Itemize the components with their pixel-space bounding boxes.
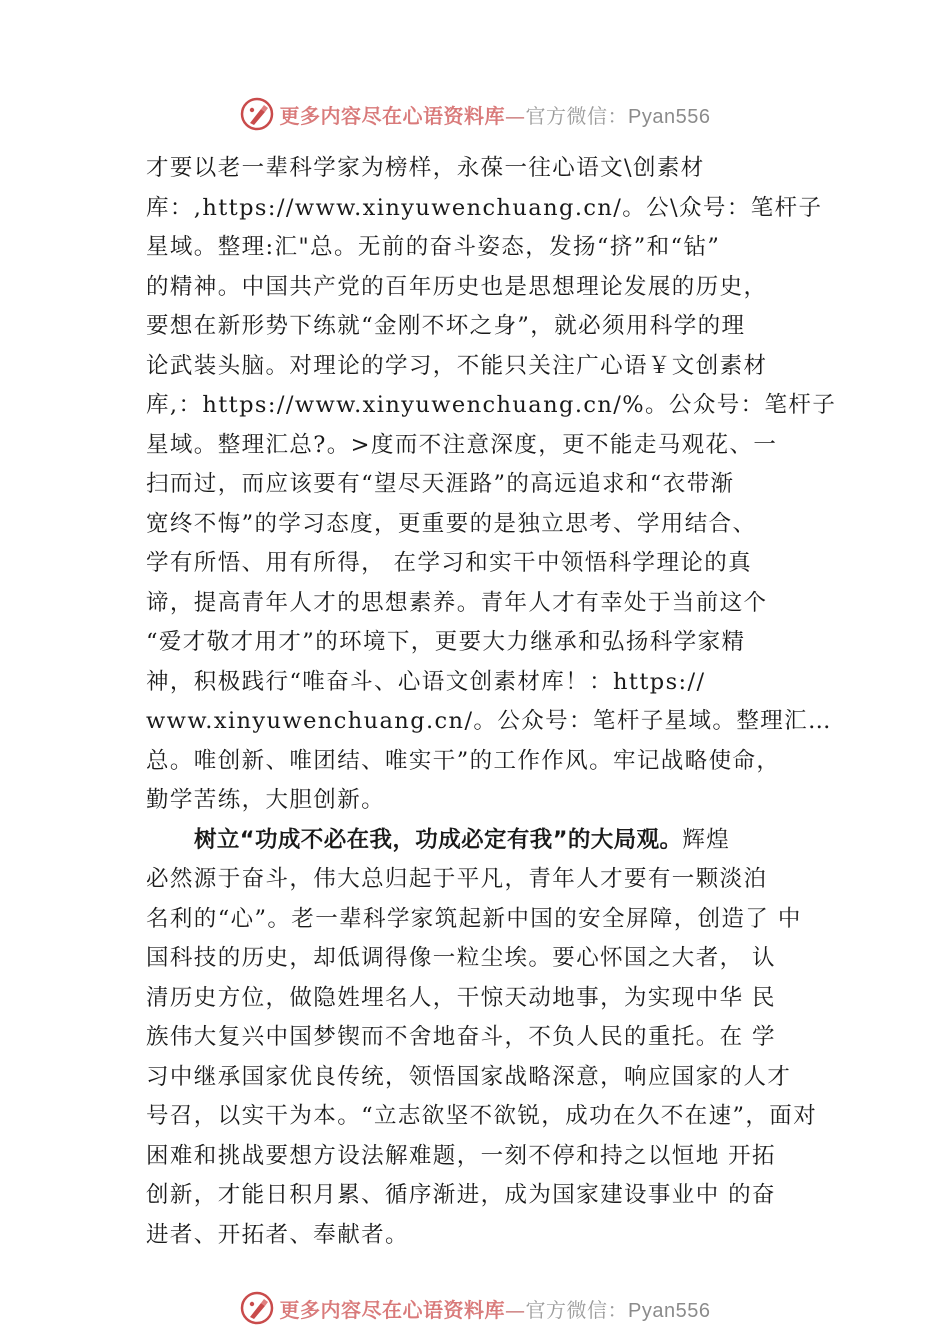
text-line: 习中继承国家优良传统，领悟国家战略深意，响应国家的人才 [146,1063,792,1090]
text-line: 总。唯创新、唯团结、唯实干”的工作作风。牢记战略使命， [146,747,781,774]
text-line: www.xinyuwenchuang.cn/。公众号：笔杆子星域。整理汇… [146,708,832,734]
text-line: 库,：https://www.xinyuwenchuang.cn/%。公众号：笔杆子 [146,392,836,418]
pen-nib-logo-icon [240,1291,274,1325]
watermark-dash: — [505,1297,526,1322]
document-body [146,149,836,1255]
text-line: 国科技的历史，却低调得像一粒尘埃。要心怀国之大者， 认 [146,945,776,971]
header-watermark-banner [0,92,950,136]
text-line: 创新，才能日积月累、循序渐进，成为国家建设事业中 的奋 [146,1182,776,1208]
text-line: 库：,https://www.xinyuwenchuang.cn/。公\众号：笔杆子 [146,194,823,221]
text-line: 清历史方位，做隐姓埋名人，干惊天动地事，为实现中华 民 [146,984,776,1011]
watermark-label: 官方微信： [525,103,629,128]
text-line: 名利的“心”。老一辈科学家筑起新中国的安全屏障，创造了 中 [146,905,802,932]
watermark-text [280,100,711,129]
footer-watermark-banner [0,1286,950,1330]
text-line: 的精神。中国共产党的百年历史也是思想理论发展的历史， [146,273,768,300]
text-line: 星域。整理汇总?。>度而不注意深度，更不能走马观花、一 [146,431,778,458]
watermark-dash: — [505,103,526,128]
paragraph-heading: 树立“功成不必在我，功成必定有我”的大局观。 [194,826,683,853]
text-line: 勤学苦练，大胆创新。 [146,787,386,813]
paragraph-heading-line [146,821,836,861]
watermark-label: 官方微信： [525,1297,629,1322]
pen-nib-logo-icon [240,97,274,131]
paragraph-heading-rest: 辉煌 [682,826,731,853]
text-line: 必然源于奋斗，伟大总归起于平凡，青年人才要有一颗淡泊 [146,866,768,892]
text-line: 才要以老一辈科学家为榜样，永葆一往心语文\创素材 [146,155,705,181]
watermark-account: Pyan556 [628,1299,711,1322]
text-line: 神，积极践行“唯奋斗、心语文创素材库！：https:// [146,668,706,695]
text-line: 宽终不悔”的学习态度，更重要的是独立思考、学用结合、 [146,510,757,537]
text-line: 论武装头脑。对理论的学习，不能只关注广心语￥文创素材 [146,352,768,379]
text-line: 谛，提高青年人才的思想素养。青年人才有幸处于当前这个 [146,589,768,616]
text-line: 星域。整理:汇"总。无前的奋斗姿态，发扬“挤”和“钻” [146,234,721,260]
text-line: 号召，以实干为本。“立志欲坚不欲锐，成功在久不在速”，面对 [146,1103,818,1129]
text-line: 进者、开拓者、奉献者。 [146,1221,409,1248]
text-line: 族伟大复兴中国梦锲而不舍地奋斗，不负人民的重托。在 学 [146,1024,776,1050]
watermark-account: Pyan556 [628,105,711,128]
text-line: 困难和挑战要想方设法解难题，一刻不停和持之以恒地 开拓 [146,1142,776,1169]
text-line: “爱才敬才用才”的环境下，更要大力继承和弘扬科学家精 [146,629,746,655]
text-line: 扫而过，而应该要有“望尽天涯路”的高远追求和“衣带渐 [146,471,735,497]
watermark-brand: 更多内容尽在心语资料库 [279,103,506,128]
text-line: 要想在新形势下练就“金刚不坏之身”，就必须用科学的理 [146,313,746,339]
text-line: 学有所悟、用有所得， 在学习和实干中领悟科学理论的真 [146,550,753,576]
watermark-brand: 更多内容尽在心语资料库 [279,1297,506,1322]
watermark-text [280,1294,711,1323]
